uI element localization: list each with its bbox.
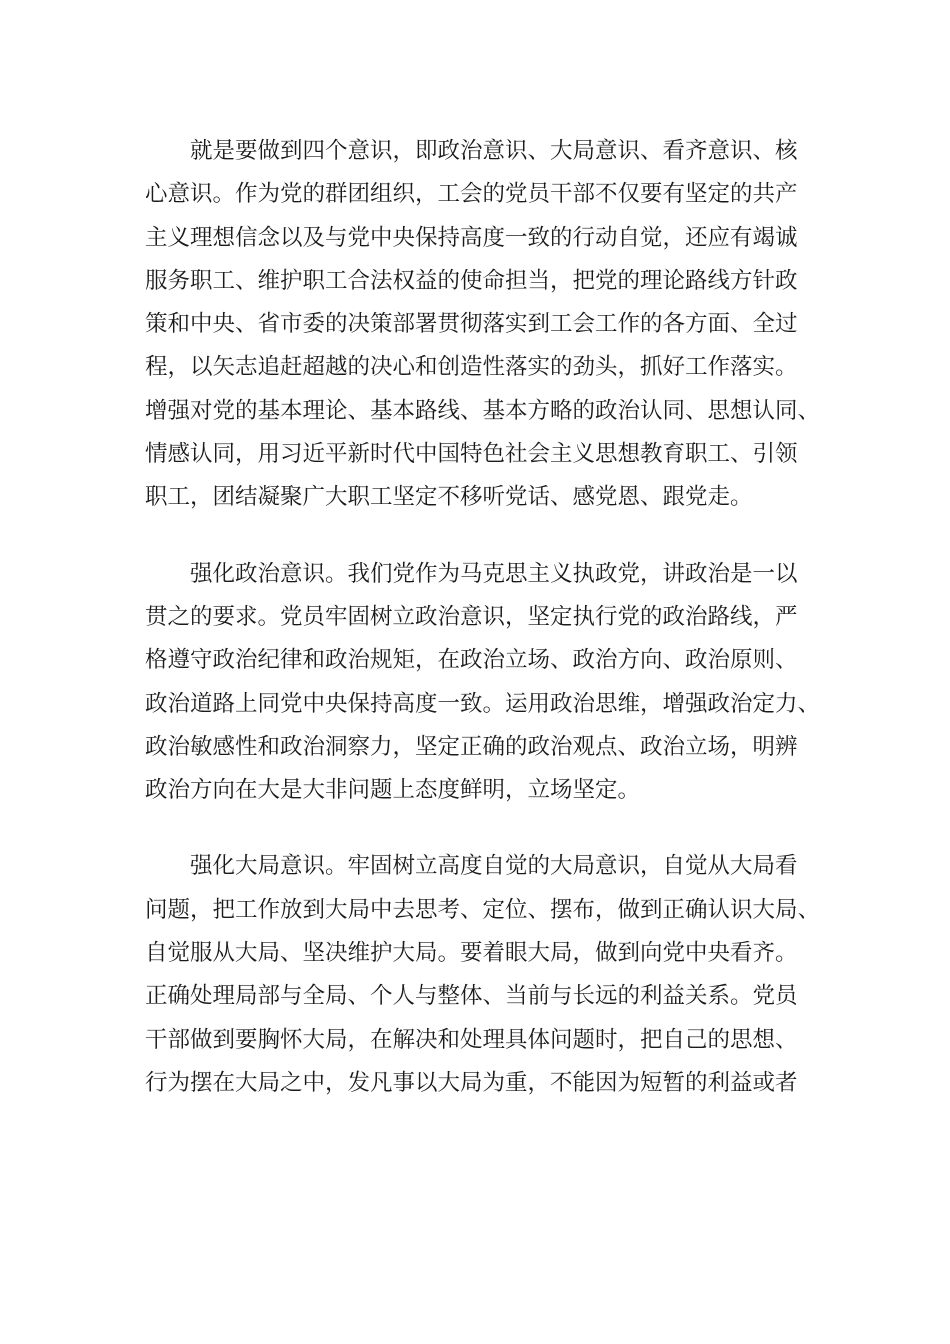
paragraph-line: 格遵守政治纪律和政治规矩，在政治立场、政治方向、政治原则、 [145, 647, 798, 674]
paragraph-spacer [145, 812, 815, 845]
paragraph-line: 增强对党的基本理论、基本路线、基本方略的政治认同、思想认同、 [145, 397, 821, 424]
paragraph-line: 行为摆在大局之中，发凡事以大局为重，不能因为短暂的利益或者 [145, 1069, 798, 1096]
paragraph-line: 情感认同，用习近平新时代中国特色社会主义思想教育职工、引领 [145, 441, 798, 468]
paragraph-line: 服务职工、维护职工合法权益的使命担当，把党的理论路线方针政 [145, 267, 798, 294]
paragraph-line: 强化大局意识。牢固树立高度自觉的大局意识，自觉从大局看 [190, 853, 798, 880]
paragraph-line: 策和中央、省市委的决策部署贯彻落实到工会工作的各方面、全过 [145, 311, 798, 338]
paragraph-spacer [145, 520, 815, 553]
paragraph-line: 职工，团结凝聚广大职工坚定不移听党话、感党恩、跟党走。 [145, 484, 753, 511]
paragraph-line: 主义理想信念以及与党中央保持高度一致的行动自觉，还应有竭诚 [145, 224, 798, 251]
paragraph-four-consciousness [145, 130, 821, 520]
paragraph-overall-situation [145, 845, 821, 1105]
paragraph-line: 政治敏感性和政治洞察力，坚定正确的政治观点、政治立场，明辨 [145, 733, 798, 760]
paragraph-line: 问题，把工作放到大局中去思考、定位、摆布，做到正确认识大局、 [145, 896, 821, 923]
paragraph-line: 政治道路上同党中央保持高度一致。运用政治思维，增强政治定力、 [145, 690, 821, 717]
paragraph-line: 强化政治意识。我们党作为马克思主义执政党，讲政治是一以 [190, 560, 798, 587]
paragraph-line: 就是要做到四个意识，即政治意识、大局意识、看齐意识、核 [190, 138, 798, 164]
document-body [145, 130, 821, 1105]
paragraph-line: 正确处理局部与全局、个人与整体、当前与长远的利益关系。党员 [145, 983, 798, 1010]
paragraph-line: 心意识。作为党的群团组织，工会的党员干部不仅要有坚定的共产 [145, 181, 798, 208]
paragraph-political-consciousness [145, 553, 821, 813]
paragraph-line: 程，以矢志追赶超越的决心和创造性落实的劲头，抓好工作落实。 [145, 354, 798, 381]
paragraph-line: 自觉服从大局、坚决维护大局。要着眼大局，做到向党中央看齐。 [145, 940, 798, 967]
paragraph-line: 干部做到要胸怀大局，在解决和处理具体问题时，把自己的思想、 [145, 1026, 798, 1053]
paragraph-line: 贯之的要求。党员牢固树立政治意识，坚定执行党的政治路线，严 [145, 603, 798, 630]
paragraph-line: 政治方向在大是大非问题上态度鲜明，立场坚定。 [145, 777, 641, 804]
